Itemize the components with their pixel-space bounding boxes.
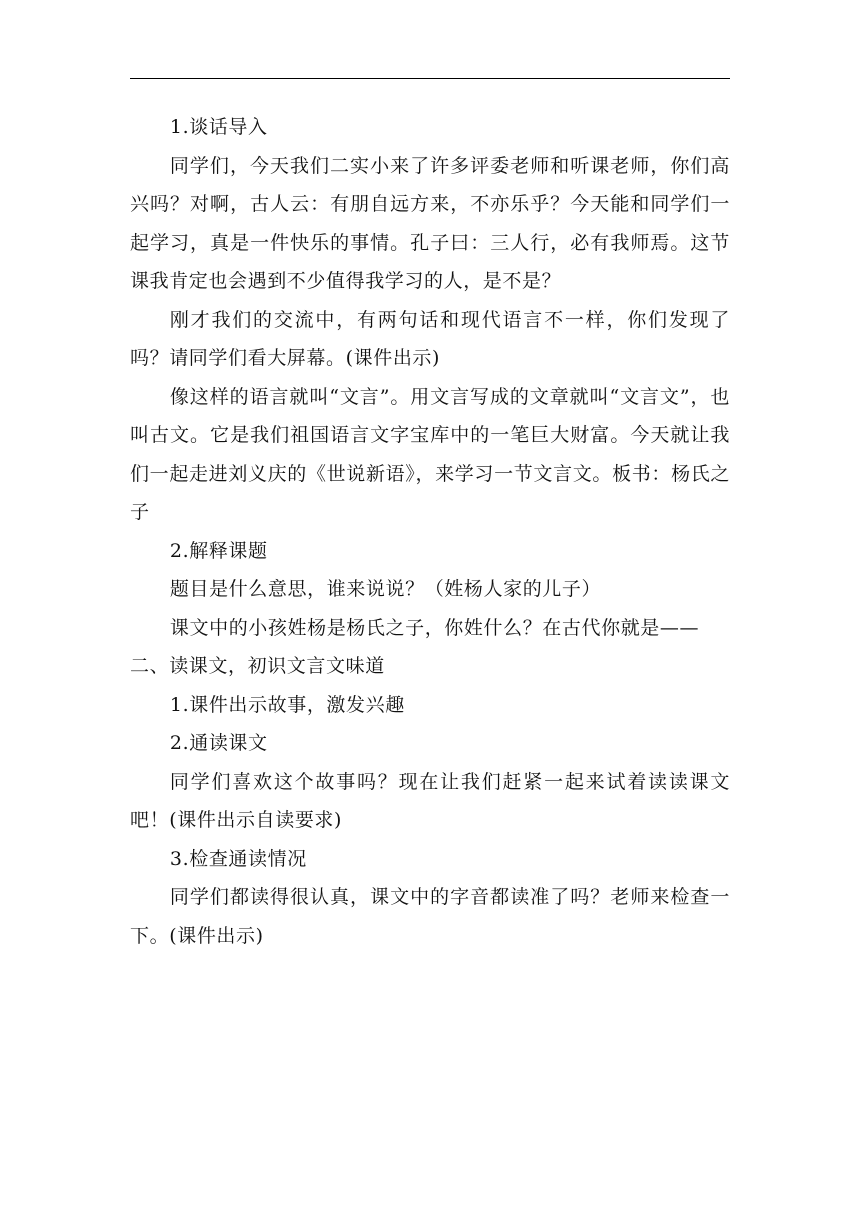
heading-show-story: 1.课件出示故事，激发兴趣	[169, 693, 405, 716]
paragraph-like-story: 同学们喜欢这个故事吗？现在让我们赶紧一起来试着读读课文吧！(课件出示自读要求)	[130, 770, 730, 831]
heading-read-through: 2.通读课文	[169, 732, 268, 754]
paragraph-check-pronunciation: 同学们都读得很认真，课文中的字音都读准了吗？老师来检查一下。(课件出示)	[130, 886, 730, 947]
paragraph-title-meaning: 题目是什么意思，谁来说说？（姓杨人家的儿子）	[169, 578, 602, 600]
heading-talk-intro: 1.谈话导入	[169, 116, 268, 138]
heading-check-reading: 3.检查通读情况	[169, 847, 307, 870]
header-rule	[130, 78, 730, 79]
paragraph-surname: 课文中的小孩姓杨是杨氏之子，你姓什么？在古代你就是——	[169, 616, 700, 639]
paragraph-discovery: 刚才我们的交流中，有两句话和现代语言不一样，你们发现了吗？请同学们看大屏幕。(课件出示)	[130, 308, 730, 369]
paragraph-classical-chinese: 像这样的语言就叫“文言”。用文言写成的文章就叫“文言文”，也叫古文。它是我们祖国语言文字宝库中的一笔巨大财富。今天就让我们一起走进刘义庆的《世说新语》，来学习一节文言文。板书：杨氏之子	[130, 385, 730, 523]
section-heading-read-text: 二、读课文，初识文言文味道	[130, 655, 385, 677]
document-body	[130, 108, 730, 955]
heading-explain-title: 2.解释课题	[169, 539, 268, 562]
paragraph-greeting: 同学们，今天我们二实小来了许多评委老师和听课老师，你们高兴吗？对啊，古人云：有朋自远方来，不亦乐乎？今天能和同学们一起学习，真是一件快乐的事情。孔子曰：三人行，必有我师焉。这节课我肯定也会遇到不少值得我学习的人，是不是？	[130, 154, 730, 292]
